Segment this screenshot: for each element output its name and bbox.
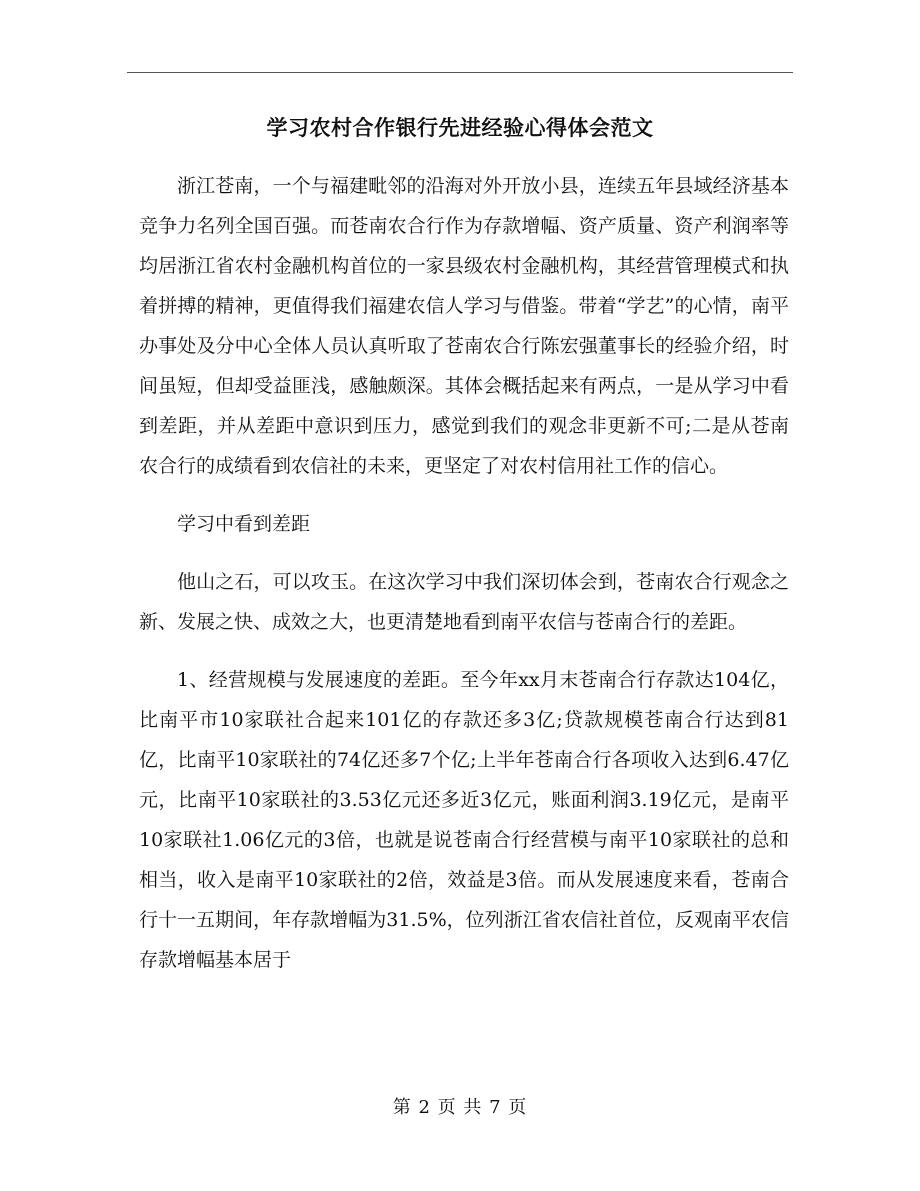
paragraph-learning: 他山之石，可以攻玉。在这次学习中我们深切体会到，苍南农合行观念之新、发展之快、成效之大，也更清楚地看到南平农信与苍南合行的差距。: [139, 571, 789, 633]
document-title: 学习农村合作银行先进经验心得体会范文: [266, 115, 654, 140]
paragraph-scale-gap: 1、经营规模与发展速度的差距。至今年xx月末苍南合行存款达104亿，比南平市10家联社合起来101亿的存款还多3亿;贷款规模苍南合行达到81亿，比南平10家联社的74亿还多7个亿;上半年苍南合行各项收入达到6.47亿元，比南平10家联社的3.53亿元还多近3亿元，账面利润3.19亿元，是南平10家联社1.06亿元的3倍，也就是说苍南合行经营模与南平10家联社的总和相当，收入是南平10家联社的2倍，效益是3倍。而从发展速度来看，苍南合行十一五期间，年存款增幅为31.5%，位列浙江省农信社首位，反观南平农信存款增幅基本居于: [139, 669, 789, 971]
page-number: 第 2 页 共 7 页: [392, 1097, 528, 1118]
header-rule: [127, 72, 793, 73]
paragraph-intro: 浙江苍南，一个与福建毗邻的沿海对外开放小县，连续五年县域经济基本竞争力名列全国百强。而苍南农合行作为存款增幅、资产质量、资产利润率等均居浙江省农村金融机构首位的一家县级农村金融机构，其经营管理模式和执着拼搏的精神，更值得我们福建农信人学习与借鉴。带着“学艺”的心情，南平办事处及分中心全体人员认真听取了苍南农合行陈宏强董事长的经验介绍，时间虽短，但却受益匪浅，感触颇深。其体会概括起来有两点，一是从学习中看到差距，并从差距中意识到压力，感觉到我们的观念非更新不可;二是从苍南农合行的成绩看到农信社的未来，更坚定了对农村信用社工作的信心。: [139, 175, 789, 477]
document-body: [139, 166, 789, 980]
section-heading: 学习中看到差距: [177, 513, 311, 535]
